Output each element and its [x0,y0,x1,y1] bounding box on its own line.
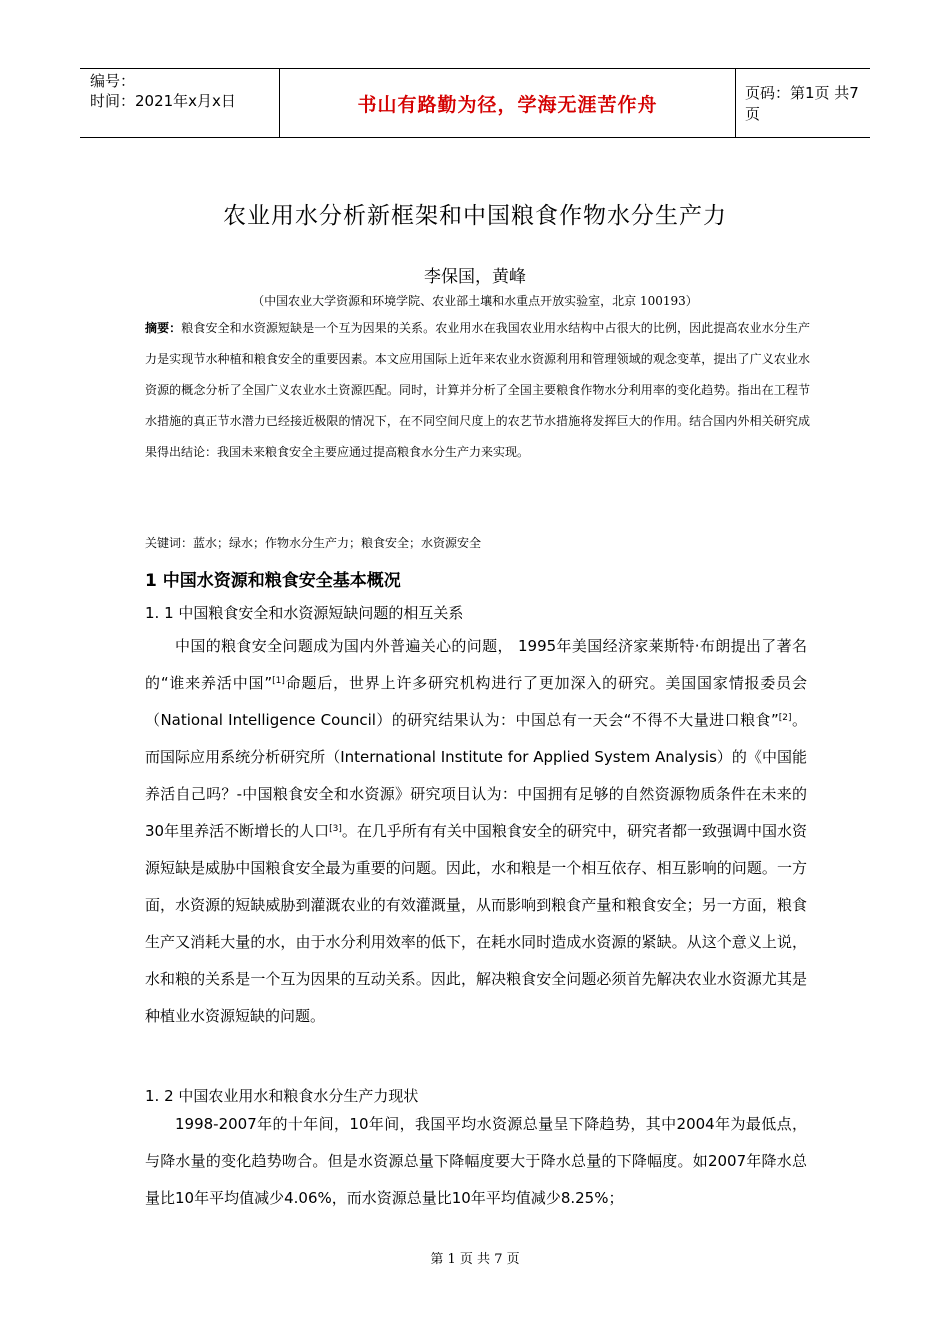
subsection-heading: 1. 2 中国农业用水和粮食水分生产力现状 [145,1087,419,1105]
subsection-heading: 1. 1 中国粮食安全和水资源短缺问题的相互关系 [145,604,464,622]
header-page [735,69,870,137]
paragraph-text: 。而国际应用系统分析研究所（International Institute for Applied System Analysis）的《中国能养活自己吗？-中国粮食安全和水资源》研究项目认为：中国拥有足够的自然资源物质条件在未来的30年里养活不断增长的人口 [145,711,807,840]
code-label: 编号： [90,72,136,90]
keywords-label: 关键词： [145,536,194,550]
page-footer: 第 1 页 共 7 页 [430,1252,520,1267]
page-number-label: 页码：第1页 共7页 [745,84,859,123]
affiliation: （中国农业大学资源和环境学院、农业部土壤和水重点开放实验室，北京 100193） [252,294,698,308]
abstract [145,313,810,468]
abstract-label: 摘要： [145,321,182,335]
body-paragraph [145,1106,807,1217]
body-paragraph [145,628,807,1035]
abstract-text: 粮食安全和水资源短缺是一个互为因果的关系。农业用水在我国农业用水结构中占很大的比例，因此提高农业水分生产力是实现节水种植和粮食安全的重要因素。本文应用国际上近年来农业水资源利用和管理领域的观念变革，提出了广义农业水资源的概念分析了全国广义农业水土资源匹配。同时，计算并分析了全国主要粮食作物水分利用率的变化趋势。指出在工程节水措施的真正节水潜力已经接近极限的情况下，在不同空间尺度上的农艺节水措施将发挥巨大的作用。结合国内外相关研究成果得出结论：我国未来粮食安全主要应通过提高粮食水分生产力来实现。 [145,321,810,459]
citation: [1] [272,676,285,686]
header-meta [80,69,280,137]
section-heading: 1 中国水资源和粮食安全基本概况 [145,571,401,591]
citation: [2] [778,713,792,723]
header-motto [280,69,736,137]
keywords [145,534,481,551]
citation: [3] [329,824,342,834]
paragraph-text: 中国的粮食安全问题成为国内外普遍关心的问题， 1995年美国经济家莱斯特·布朗提出了著名的“谁来养活中国” [145,637,807,692]
motto-text: 书山有路勤为径，学海无涯苦作舟 [357,93,658,116]
paragraph-text: 1998-2007年的十年间，10年间，我国平均水资源总量呈下降趋势，其中2004年为最低点，与降水量的变化趋势吻合。但是水资源总量下降幅度要大于降水总量的下降幅度。如2007年降水总量比10年平均值减少4.06%，而水资源总量比10年平均值减少8.25%； [145,1115,807,1207]
paragraph-text: 命题后，世界上许多研究机构进行了更加深入的研究。美国国家情报委员会（National Intelligence Council）的研究结果认为：中国总有一天会“不得不大量进口粮食” [145,674,807,729]
page-header [80,68,870,138]
authors: 李保国，黄峰 [424,267,526,287]
keywords-text: 蓝水；绿水；作物水分生产力；粮食安全；水资源安全 [193,536,482,550]
date-label: 时间：2021年x月x日 [90,92,236,110]
paragraph-text: 。在几乎所有有关中国粮食安全的研究中，研究者都一致强调中国水资源短缺是威胁中国粮食安全最为重要的问题。因此，水和粮是一个相互依存、相互影响的问题。一方面，水资源的短缺威胁到灌溉农业的有效灌溉量，从而影响到粮食产量和粮食安全；另一方面，粮食生产又消耗大量的水，由于水分利用效率的低下，在耗水同时造成水资源的紧缺。从这个意义上说，水和粮的关系是一个互为因果的互动关系。因此，解决粮食安全问题必须首先解决农业水资源尤其是种植业水资源短缺的问题。 [145,822,807,1025]
document-title: 农业用水分析新框架和中国粮食作物水分生产力 [223,203,727,229]
